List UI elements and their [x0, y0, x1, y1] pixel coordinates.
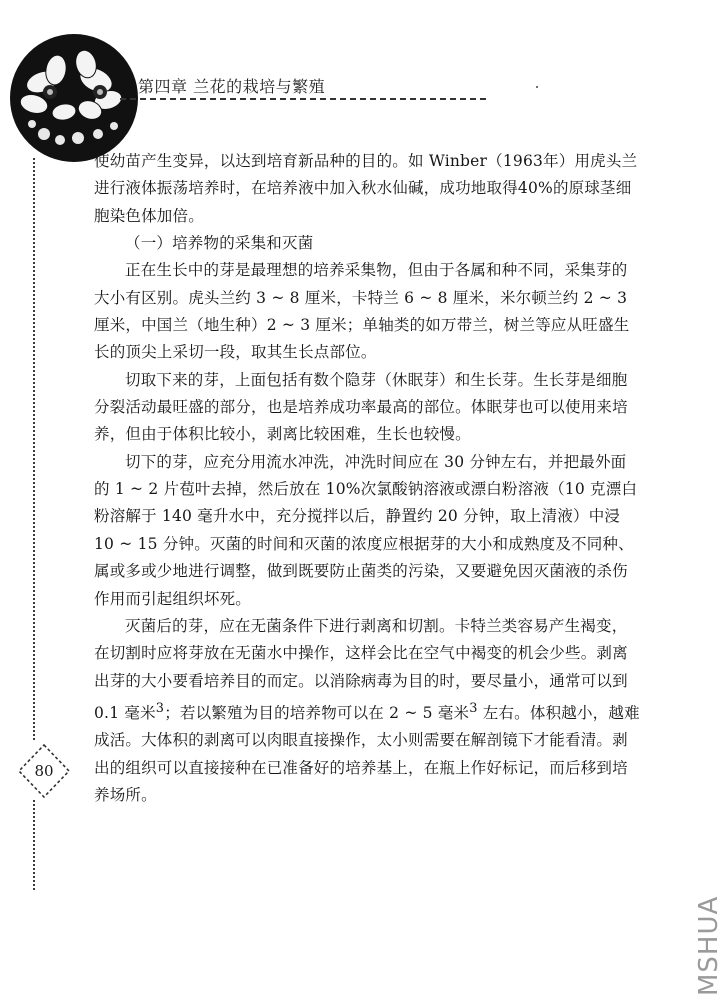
paragraph-4 [94, 613, 642, 810]
section-heading: （一）培养物的采集和灭菌 [125, 234, 314, 253]
speck [536, 86, 538, 88]
margin-divider-lower [33, 800, 35, 890]
body-text [94, 148, 642, 809]
paragraph-2: 切取下来的芽，上面包括有数个隐芽（休眠芽）和生长芽。生长芽是细胞分裂活动最旺盛的部分，也是培养成功率最高的部位。体眠芽也可以使用来培养，但由于体积比较小，剥离比较困难，生长也较慢。 [94, 370, 628, 444]
superscript-cube-2: 3 [469, 700, 478, 716]
watermark [650, 880, 724, 1000]
superscript-cube-1: 3 [155, 700, 165, 716]
watermark-text: MSHUA [694, 895, 724, 996]
paragraph-4-part-b: ；若以繁殖为目的培养物可以在 2 ~ 5 毫米 [164, 704, 470, 723]
header-divider [120, 98, 486, 100]
paragraph-intro: 使幼苗产生变异，以达到培育新品种的目的。如 Winber（1963年）用虎头兰进行液体振荡培养时，在培养液中加入秋水仙碱，成功地取得40%的原球茎细胞染色体加倍。 [94, 152, 638, 225]
paragraph-1: 正在生长中的芽是最理想的培养采集物，但由于各属和种不同，采集芽的大小有区别。虎头兰约 3 ~ 8 厘米，卡特兰 6 ~ 8 厘米，米尔顿兰约 2 ~ 3 厘米，中国兰（地生种）2 ~ 3 厘米；单轴类的如万带兰，树兰等应从旺盛生长的顶尖上采切一段，取其生长点部位。 [94, 261, 630, 362]
page-number: 80 [34, 762, 54, 780]
paragraph-4-part-c: 左右。体积越小，越难成活。大体积的剥离可以肉眼直接操作，太小则需要在解剖镜下才能看清。剥出的组织可以直接接种在已准备好的培养基上，在瓶上作好标记，而后移到培养场所。 [94, 704, 640, 805]
paragraph-3: 切下的芽，应充分用流水冲洗，冲洗时间应在 30 分钟左右，并把最外面的 1 ~ 2 片苞叶去掉，然后放在 10%次氯酸钠溶液或漂白粉溶液（10 克漂白粉溶解于 140 毫升水中，充分搅拌以后，静置约 20 分钟，取上清液）中浸 10 ~ 15 分钟。灭菌的时间和灭菌的浓度应根据芽的大小和成熟度及不同种、属或多或少地进行调整，做到既要防止菌类的污染，又要避免因灭菌液的杀伤作用而引起组织坏死。 [94, 452, 638, 608]
chapter-title: 第四章 兰花的栽培与繁殖 [138, 77, 326, 96]
paragraph-4-part-a: 灭菌后的芽，应在无菌条件下进行剥离和切割。卡特兰类容易产生褐变，在切割时应将芽放在无菌水中操作，这样会比在空气中褐变的机会少些。剥离出芽的大小要看培养目的而定。以消除病毒为目的时，要尽量小，通常可以到 0.1 毫米 [94, 616, 628, 723]
margin-divider [33, 158, 35, 740]
